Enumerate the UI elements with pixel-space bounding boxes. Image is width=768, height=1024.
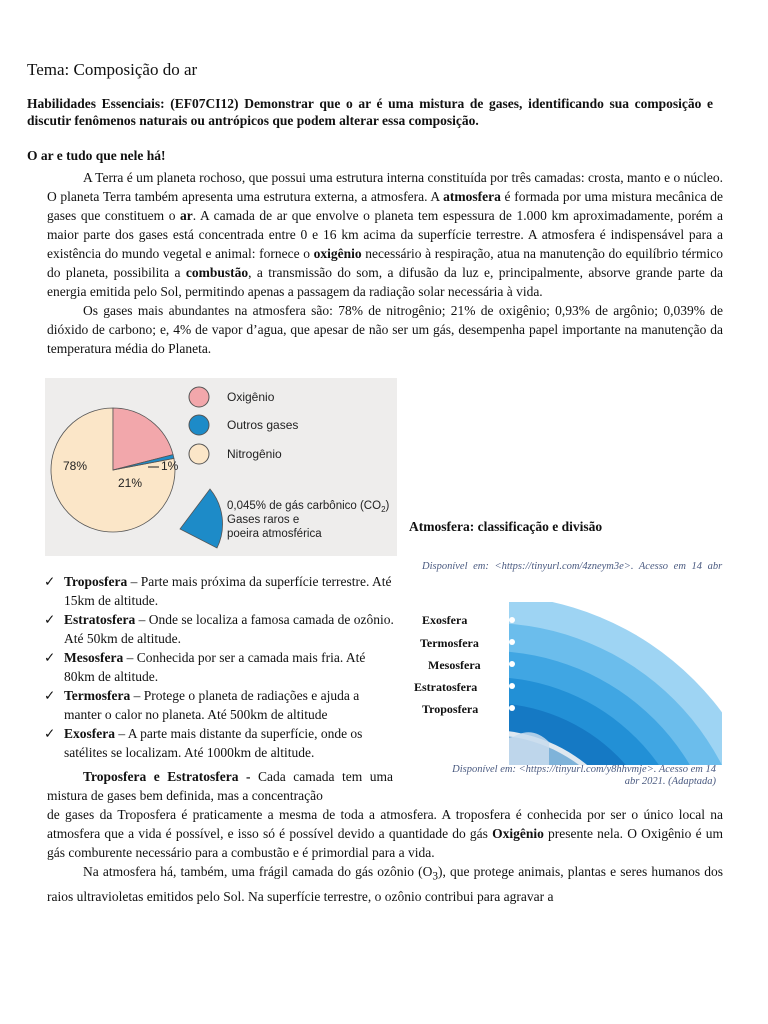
detail-rare-gases-label: Gases raros e: [227, 514, 300, 526]
troposphere-paragraph-start: Troposfera e Estratosfera - Cada camada tem uma mistura de gases bem definida, mas a concentração: [47, 769, 393, 803]
checkmark-icon: ✓: [44, 726, 56, 741]
list-item: ✓ Exosfera – A parte mais distante da superfície, onde os satélites se localizam. Até 1000km de altitude.: [44, 726, 363, 760]
skills-paragraph: Habilidades Essenciais: (EF07CI12) Demonstrar que o ar é uma mistura de gases, identificando sua composição e discutir fenômenos naturais ou antrópicos que podem alterar essa composição.: [27, 96, 713, 128]
list-item: ✓ Troposfera – Parte mais próxima da superfície terrestre. Até 15km de altitude.: [44, 574, 392, 608]
legend-swatch-oxygen: [189, 387, 209, 407]
checkmark-icon: ✓: [44, 612, 56, 627]
source-citation-2: Disponível em: <https://tinyurl.com/y8hhvmje>. Acesso em 14 abr 2021. (Adaptada): [452, 764, 716, 787]
list-item: ✓ Termosfera – Protege o planeta de radiações e ajuda a manter o calor no planeta. Até 500km de altitude: [44, 688, 360, 722]
legend-label-oxygen: Oxigênio: [227, 390, 275, 404]
legend-swatch-nitrogen: [189, 444, 209, 464]
pie-label-oxygen: 21%: [118, 476, 143, 490]
detail-dust-label: poeira atmosférica: [227, 528, 322, 540]
page-title: Tema: Composição do ar: [27, 60, 198, 79]
list-item: ✓ Mesosfera – Conhecida por ser a camada mais fria. Até 80km de altitude.: [44, 650, 366, 684]
ozone-paragraph: Na atmosfera há, também, uma frágil camada do gás ozônio $(O_3)$, que protege animais, plantas e seres humanos dos raios ultravioletas emitidos pelo Sol. Na superfície terrestre, o ozônio contribui para agravar a: [47, 864, 723, 904]
checkmark-icon: ✓: [44, 688, 56, 703]
legend-label-other-gases: Outros gases: [227, 418, 299, 432]
troposphere-paragraph-continued: de gases da Troposfera é praticamente a mesma de toda a atmosfera. A troposfera é conhecida por ser o único local na atmosfera que a vida é possível, e isso só é possível devido a quantidade do gás Oxigênio presente nela. O Oxigênio é um gás comburente necessário para a combustão e é primordial para a vida.: [47, 807, 723, 860]
section-heading: O ar e tudo que nele há!: [27, 148, 166, 163]
bottom-text: [47, 805, 723, 906]
other-gases-detail-wedge: [180, 489, 223, 548]
detail-co2-label: 0,045% de gás carbônico $(CO_2)$: [227, 500, 390, 514]
air-composition-figure: [45, 378, 397, 556]
atmosphere-layers-list: [40, 572, 394, 762]
layer-label-mesosfera: Mesosfera: [428, 658, 481, 672]
layer-label-estratosfera: Estratosfera: [414, 680, 478, 694]
layer-label-termosfera: Termosfera: [420, 636, 479, 650]
source-citation-1: Disponível em: <https://tinyurl.com/4zneym3e>. Acesso em 14 abr: [422, 561, 723, 572]
atmosphere-section-title: Atmosfera: classificação e divisão: [409, 519, 603, 534]
list-item: ✓ Estratosfera – Onde se localiza a famosa camada de ozônio. Até 50km de altitude.: [44, 612, 394, 646]
intro-paragraph-1: A Terra é um planeta rochoso, que possui uma estrutura interna constituída por três camadas: crosta, manto e o núcleo. O planeta Terra também apresenta uma estrutura externa, a atmosfera. A atmosfera é formada por uma mistura mecânica de gases que constituem o ar. A camada de ar que envolve o planeta tem espessura de 1.000 km aproximadamente, porém a maior parte dos gases está concentrada entre 0 e 16 km acima da superfície terrestre. A atmosfera é indispensável para a existência do mundo vegetal e animal: fornece o oxigênio necessário à respiração, atua na manutenção do equilíbrio térmico do planeta, possibilita a combustão, a transmissão do som, a difusão da luz e, principalmente, absorve grande parte da energia emitida pelo Sol, permitindo apenas a passagem da radiação solar necessária à vida.: [47, 170, 723, 299]
legend-label-nitrogen: Nitrogênio: [227, 447, 282, 461]
intro-paragraph-2: Os gases mais abundantes na atmosfera são: 78% de nitrogênio; 21% de oxigênio; 0,93% de argônio; 0,039% de dióxido de carbono; e, 4% de vapor d’agua, que apesar de não ser um gás, desempenha papel importante na manutenção da temperatura média do Planeta.: [47, 303, 723, 356]
atmosphere-layers-illustration: [409, 602, 722, 765]
intro-text: [47, 168, 723, 358]
checkmark-icon: ✓: [44, 574, 56, 589]
layer-label-exosfera: Exosfera: [422, 613, 468, 627]
legend-swatch-other-gases: [189, 415, 209, 435]
layer-label-troposfera: Troposfera: [422, 702, 479, 716]
pie-label-nitrogen: 78%: [63, 459, 88, 473]
checkmark-icon: ✓: [44, 650, 56, 665]
pie-label-other-gases: 1%: [161, 459, 179, 473]
